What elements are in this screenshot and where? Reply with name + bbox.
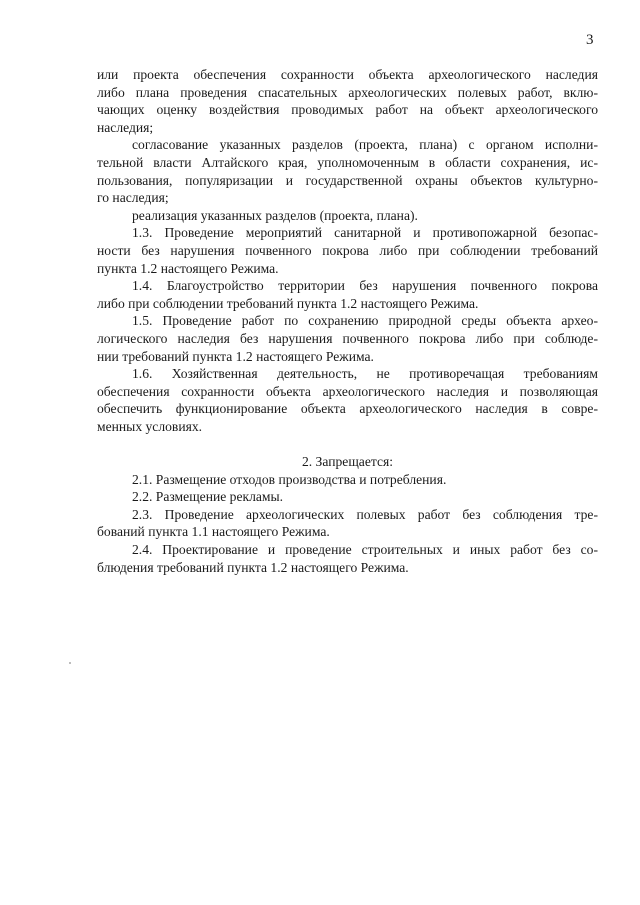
section-heading: 2. Запрещается: (301, 454, 394, 470)
text-line: обеспечить функционирование объекта археологического наследия в совре- (97, 401, 598, 417)
text-line: обеспечения сохранности объекта археологического наследия и позволяющая (97, 383, 598, 399)
text-line: 2.3. Проведение археологических полевых работ без соблюдения тре- (132, 506, 598, 522)
text-line: го наследия; (97, 190, 169, 206)
text-line: блюдения требований пункта 1.2 настоящего Режима. (97, 559, 409, 575)
text-line: реализация указанных разделов (проекта, плана). (132, 207, 418, 223)
text-line: либо при соблюдении требований пункта 1.2 настоящего Режима. (97, 295, 479, 311)
text-line: логического наследия без нарушения почвенного покрова либо при соблюде- (97, 330, 598, 346)
text-line: или проекта обеспечения сохранности объекта археологического наследия (97, 67, 598, 82)
page-number: 3 (586, 32, 594, 48)
text-line: либо плана проведения спасательных археологических полевых работ, вклю- (97, 84, 598, 100)
text-line: наследия; (97, 119, 154, 135)
text-line: 2.4. Проектирование и проведение строительных и иных работ без со- (132, 542, 598, 558)
text-line: 1.5. Проведение работ по сохранению природной среды объекта архео- (132, 313, 598, 329)
text-line: бований пункта 1.1 настоящего Режима. (97, 524, 330, 540)
scan-speck (69, 662, 71, 664)
text-line: чающих оценку воздействия проводимых работ на объект археологического (97, 102, 598, 118)
text-line: 2.2. Размещение рекламы. (132, 489, 284, 505)
text-line: тельной власти Алтайского края, уполномоченным в области сохранения, ис- (97, 154, 598, 170)
text-line: 1.4. Благоустройство территории без нарушения почвенного покрова (132, 278, 598, 294)
text-line: согласование указанных разделов (проекта, плана) с органом исполни- (132, 137, 598, 153)
text-line: пункта 1.2 настоящего Режима. (97, 260, 279, 276)
text-line: 1.3. Проведение мероприятий санитарной и противопожарной безопас- (132, 225, 598, 241)
text-line: 1.6. Хозяйственная деятельность, не противоречащая требованиям (132, 366, 598, 382)
document-body (97, 66, 598, 576)
text-line: ности без нарушения почвенного покрова либо при соблюдении требований (97, 242, 598, 258)
text-line: пользования, популяризации и государственной охраны объектов культурно- (97, 172, 598, 188)
text-line: нии требований пункта 1.2 настоящего Режима. (97, 348, 374, 364)
text-line: менных условиях. (97, 418, 203, 434)
section-gap (97, 435, 598, 453)
text-line: 2.1. Размещение отходов производства и потребления. (132, 471, 447, 487)
